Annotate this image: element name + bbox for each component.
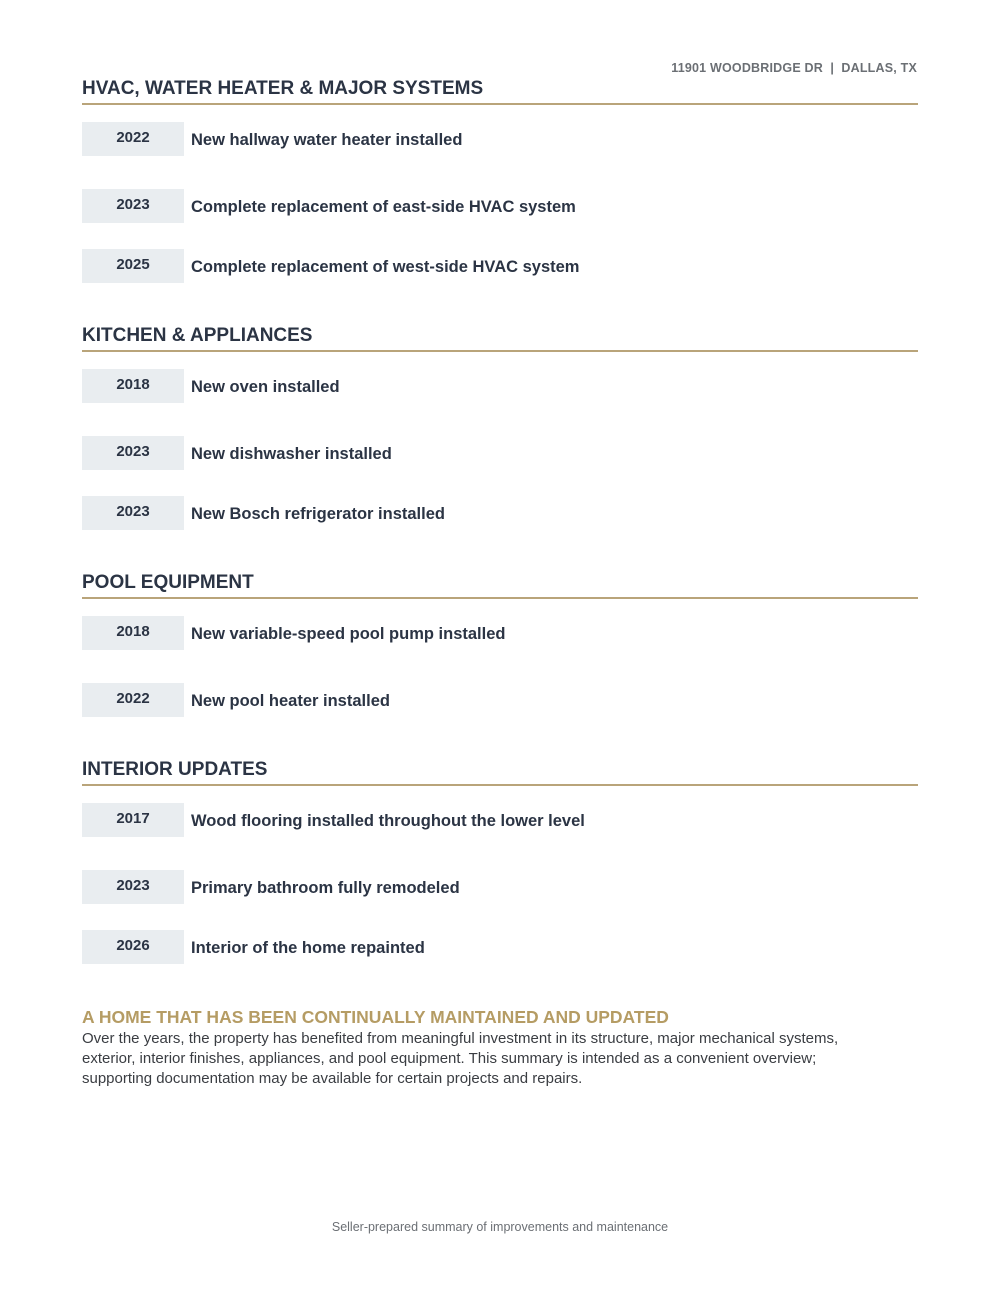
item-description: Wood flooring installed throughout the lower level [191, 812, 585, 830]
item-description: New variable-speed pool pump installed [191, 625, 506, 643]
item-description: New hallway water heater installed [191, 131, 463, 149]
year-badge: 2023 [82, 189, 184, 223]
list-item [82, 496, 918, 530]
year-badge: 2018 [82, 616, 184, 650]
list-item [82, 189, 918, 223]
closing-paragraph: Over the years, the property has benefited from meaningful investment in its structure, major mechanical systems, exterior, interior finishes, appliances, and pool equipment. This summary is intended as a convenient overview; supporting documentation may be available for certain projects and repairs. [82, 1030, 839, 1087]
list-item [82, 616, 918, 650]
list-item [82, 436, 918, 470]
list-item [82, 803, 918, 837]
item-description: New oven installed [191, 378, 340, 396]
list-item [82, 870, 918, 904]
section-hvac [82, 78, 918, 276]
year-badge: 2025 [82, 249, 184, 283]
year-badge: 2023 [82, 870, 184, 904]
year-badge: 2017 [82, 803, 184, 837]
item-description: New pool heater installed [191, 692, 390, 710]
year-badge: 2022 [82, 683, 184, 717]
section-title: HVAC, WATER HEATER & MAJOR SYSTEMS [82, 78, 918, 105]
section-interior [82, 759, 918, 957]
item-description: Complete replacement of east-side HVAC system [191, 198, 576, 216]
list-item [82, 249, 918, 283]
section-kitchen [82, 325, 918, 523]
list-item [82, 683, 918, 717]
item-description: New dishwasher installed [191, 445, 392, 463]
section-title: KITCHEN & APPLIANCES [82, 325, 918, 352]
year-badge: 2018 [82, 369, 184, 403]
item-description: Complete replacement of west-side HVAC system [191, 258, 580, 276]
list-item [82, 122, 918, 156]
list-item [82, 369, 918, 403]
item-description: Interior of the home repainted [191, 939, 425, 957]
year-badge: 2023 [82, 436, 184, 470]
page-footer: Seller-prepared summary of improvements and maintenance [331, 1220, 669, 1234]
year-badge: 2023 [82, 496, 184, 530]
property-address: 11901 WOODBRIDGE DR | DALLAS, TX [671, 61, 917, 75]
item-description: Primary bathroom fully remodeled [191, 879, 460, 897]
item-description: New Bosch refrigerator installed [191, 505, 445, 523]
list-item [82, 930, 918, 964]
section-title: INTERIOR UPDATES [82, 759, 918, 786]
section-title: POOL EQUIPMENT [82, 572, 918, 599]
year-badge: 2022 [82, 122, 184, 156]
year-badge: 2026 [82, 930, 184, 964]
section-pool [82, 572, 918, 710]
closing-heading: A HOME THAT HAS BEEN CONTINUALLY MAINTAINED AND UPDATED [82, 1007, 669, 1027]
